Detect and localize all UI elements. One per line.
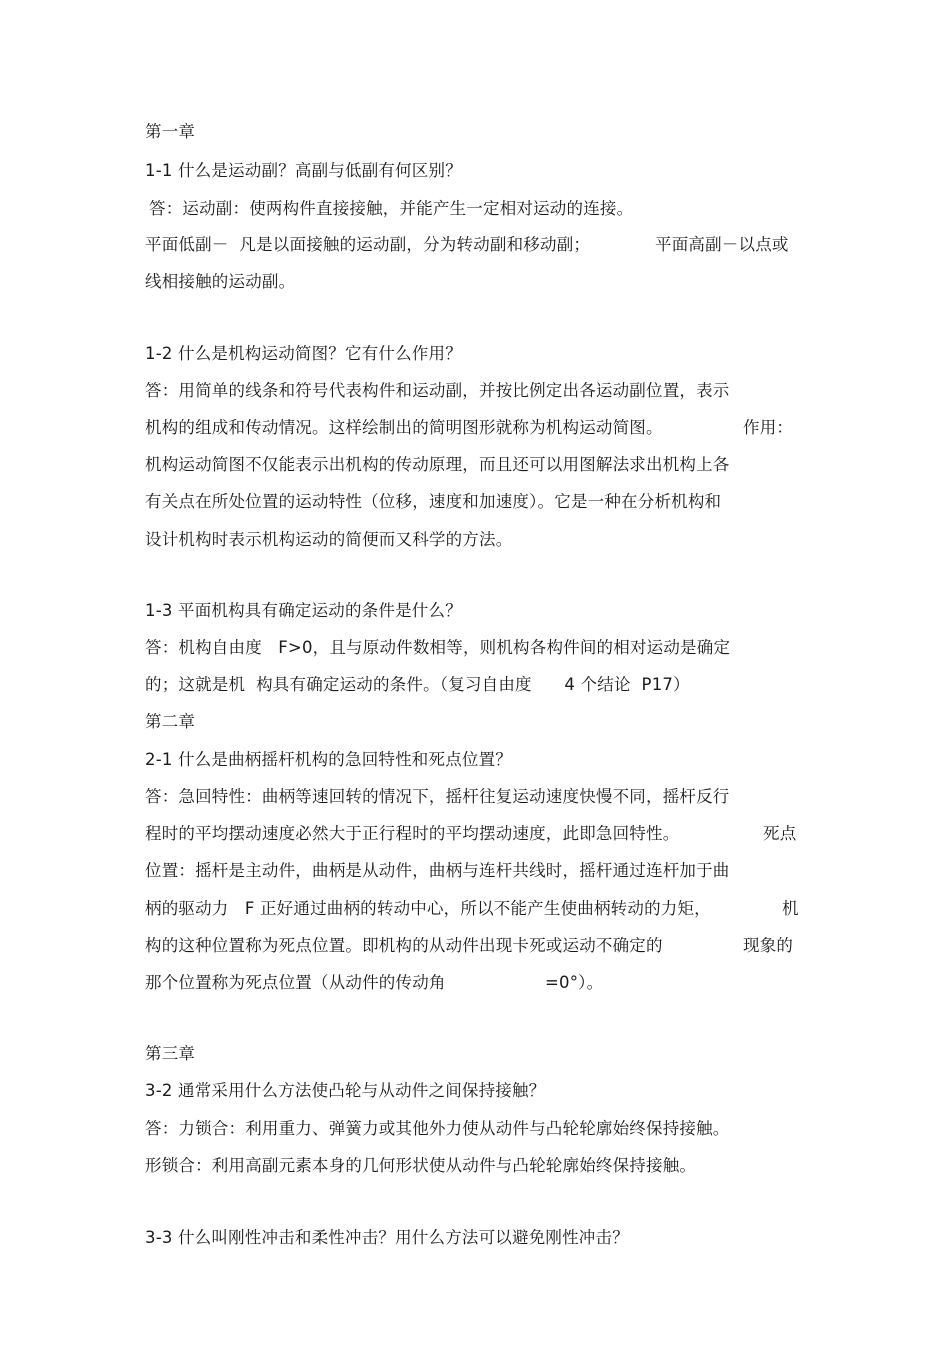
answer-2-1-line-6a: 那个位置称为死点位置（从动件的传动角: [145, 973, 446, 992]
answer-1-2-line-1: 答：用简单的线条和符号代表构件和运动副，并按比例定出各运动副位置，表示: [145, 381, 730, 400]
answer-1-3-line-2: 的；这就是机 构具有确定运动的条件。（复习自由度 4 个结论 P17）: [145, 675, 690, 694]
answer-3-2-line-1: 答：力锁合：利用重力、弹簧力或其他外力使从动件与凸轮轮廓始终保持接触。: [145, 1119, 730, 1138]
question-2-1: 2-1 什么是曲柄摇杆机构的急回特性和死点位置？: [145, 750, 512, 769]
answer-1-2-line-3: 机构运动简图不仅能表示出机构的传动原理，而且还可以用图解法求出机构上各: [145, 455, 730, 474]
question-1-1: 1-1 什么是运动副？高副与低副有何区别？: [145, 161, 462, 180]
question-3-2: 3-2 通常采用什么方法使凸轮与从动件之间保持接触？: [145, 1081, 546, 1100]
chapter-1-heading: 第一章: [145, 122, 196, 141]
answer-2-1-line-6b: =0°）。: [545, 973, 604, 992]
answer-2-1-line-1: 答：急回特性：曲柄等速回转的情况下，摇杆往复运动速度快慢不同，摇杆反行: [145, 787, 730, 806]
question-1-2: 1-2 什么是机构运动简图？它有什么作用？: [145, 344, 462, 363]
answer-1-2-line-2a: 机构的组成和传动情况。这样绘制出的简明图形就称为机构运动简图。: [145, 418, 663, 437]
answer-2-1-line-5b: 现象的: [743, 936, 794, 955]
answer-1-2-line-2b: 作用：: [743, 418, 794, 437]
chapter-2-heading: 第二章: [145, 712, 196, 731]
answer-1-1-line-2b: 平面高副－以点或: [655, 235, 789, 254]
answer-3-2-line-2: 形锁合：利用高副元素本身的几何形状使从动件与凸轮轮廓始终保持接触。: [145, 1156, 697, 1175]
chapter-3-heading: 第三章: [145, 1044, 196, 1063]
question-1-3: 1-3 平面机构具有确定运动的条件是什么？: [145, 601, 462, 620]
answer-1-2-line-4: 有关点在所处位置的运动特性（位移，速度和加速度）。它是一种在分析机构和: [145, 492, 722, 511]
answer-1-2-line-5: 设计机构时表示机构运动的简便而又科学的方法。: [145, 530, 513, 549]
answer-2-1-line-2b: 死点: [763, 824, 797, 843]
answer-2-1-line-5a: 构的这种位置称为死点位置。即机构的从动件出现卡死或运动不确定的: [145, 936, 663, 955]
answer-1-3-line-1: 答：机构自由度 F>0，且与原动件数相等，则机构各构件间的相对运动是确定: [145, 638, 731, 657]
answer-1-1-line-2a: 平面低副－ 凡是以面接触的运动副，分为转动副和移动副；: [145, 235, 591, 254]
question-3-3: 3-3 什么叫刚性冲击和柔性冲击？用什么方法可以避免刚性冲击？: [145, 1228, 629, 1247]
answer-1-1-line-3: 线相接触的运动副。: [145, 272, 296, 291]
answer-2-1-line-3: 位置：摇杆是主动件，曲柄是从动件，曲柄与连杆共线时，摇杆通过连杆加于曲: [145, 861, 730, 880]
answer-2-1-line-4a: 柄的驱动力 F 正好通过曲柄的转动中心，所以不能产生使曲柄转动的力矩，: [145, 899, 711, 918]
answer-2-1-line-2a: 程时的平均摆动速度必然大于正行程时的平均摆动速度，此即急回特性。: [145, 824, 680, 843]
answer-2-1-line-4b: 机: [782, 899, 799, 918]
answer-1-1-line-1: 答：运动副：使两构件直接接触，并能产生一定相对运动的连接。: [149, 199, 634, 218]
